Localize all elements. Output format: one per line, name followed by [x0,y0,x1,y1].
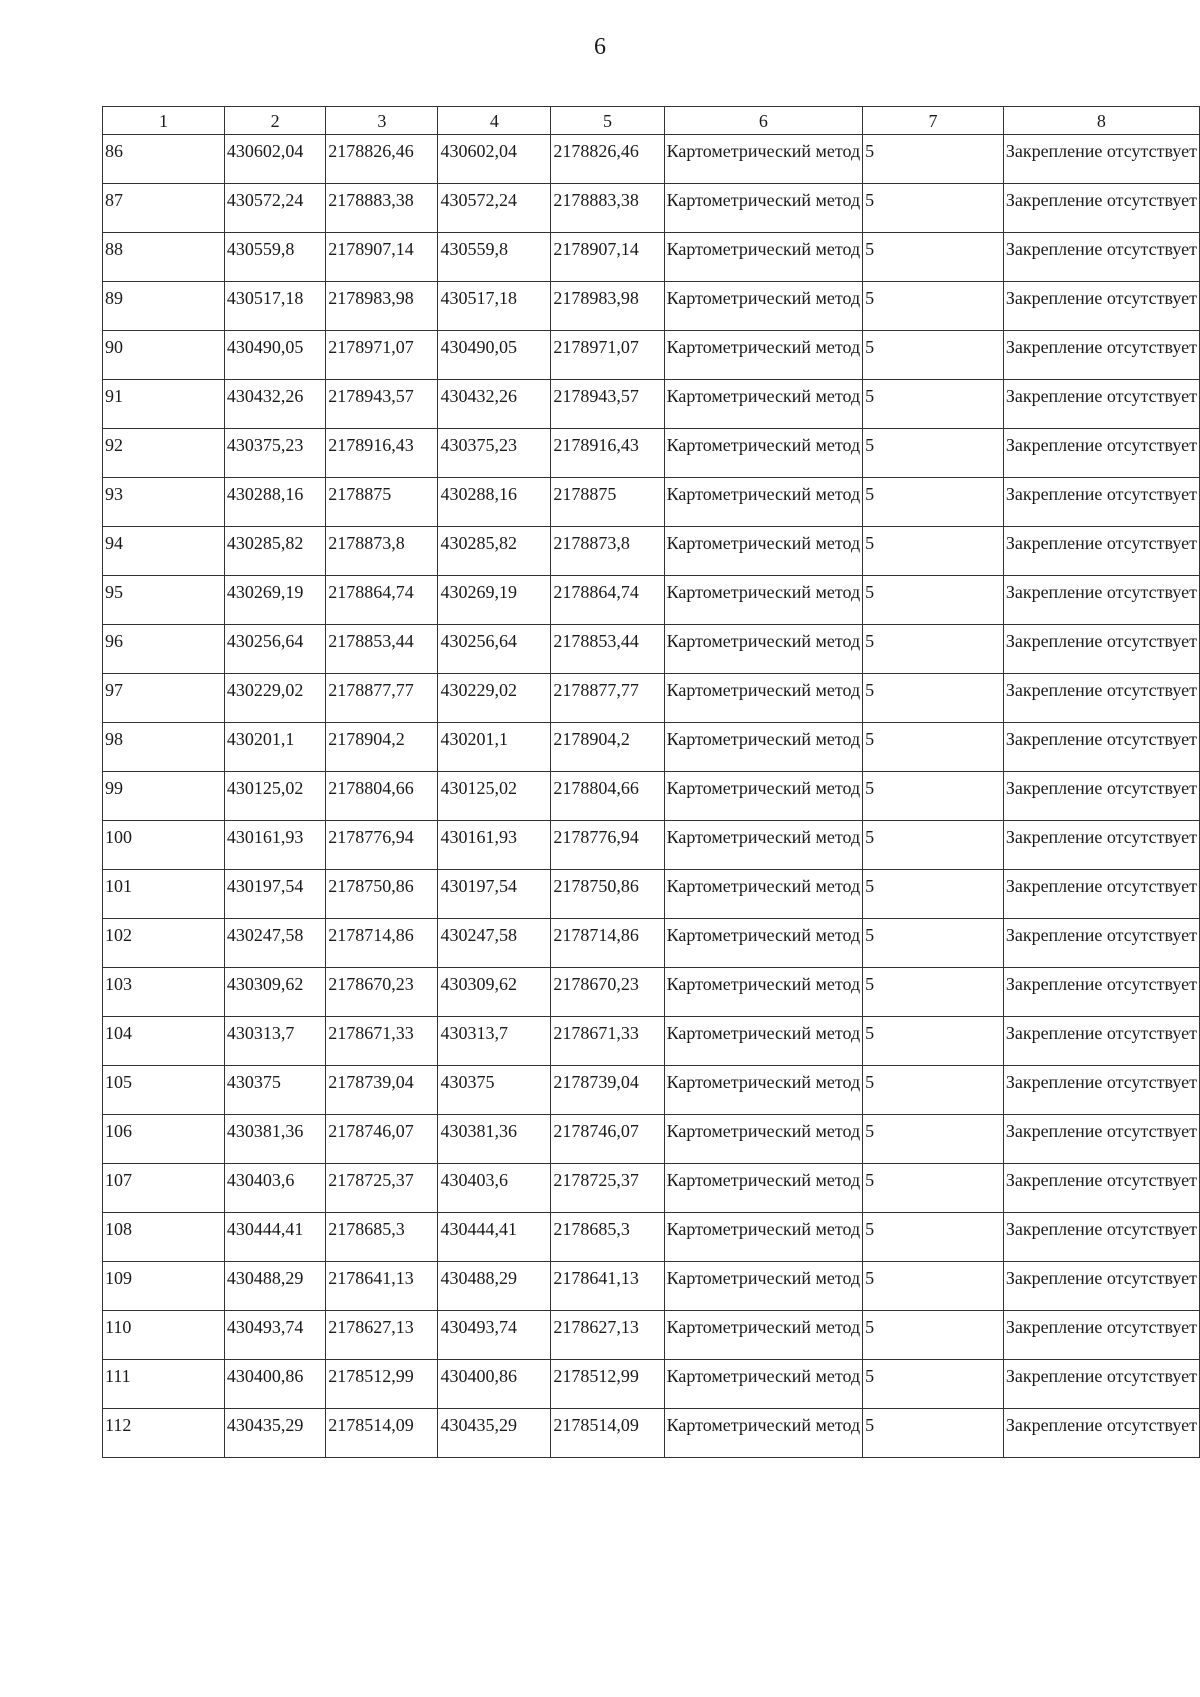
y-coord-cell: 2178983,98 [326,282,438,331]
y-coord-cell: 2178514,09 [551,1409,664,1458]
y-coord-cell: 2178873,8 [551,527,664,576]
x-coord-cell: 430313,7 [438,1017,551,1066]
point-number-cell: 107 [103,1164,225,1213]
y-coord-cell: 2178725,37 [551,1164,664,1213]
y-coord-cell: 2178670,23 [551,968,664,1017]
y-coord-cell: 2178512,99 [326,1360,438,1409]
fixing-cell: Закрепление отсутствует [1003,1213,1199,1262]
table-row [103,380,1200,429]
x-coord-cell: 430435,29 [224,1409,325,1458]
x-coord-cell: 430229,02 [438,674,551,723]
x-coord-cell: 430517,18 [438,282,551,331]
fixing-cell: Закрепление отсутствует [1003,135,1199,184]
table-row [103,1017,1200,1066]
accuracy-cell: 5 [863,135,1004,184]
x-coord-cell: 430602,04 [438,135,551,184]
method-cell: Картометрический метод [664,1164,863,1213]
x-coord-cell: 430288,16 [438,478,551,527]
point-number-cell: 92 [103,429,225,478]
accuracy-cell: 5 [863,429,1004,478]
x-coord-cell: 430313,7 [224,1017,325,1066]
point-number-cell: 100 [103,821,225,870]
x-coord-cell: 430285,82 [224,527,325,576]
method-cell: Картометрический метод [664,429,863,478]
table-row [103,1213,1200,1262]
method-cell: Картометрический метод [664,380,863,429]
y-coord-cell: 2178875 [326,478,438,527]
y-coord-cell: 2178864,74 [551,576,664,625]
y-coord-cell: 2178804,66 [326,772,438,821]
accuracy-cell: 5 [863,1017,1004,1066]
y-coord-cell: 2178750,86 [326,870,438,919]
method-cell: Картометрический метод [664,674,863,723]
x-coord-cell: 430432,26 [438,380,551,429]
fixing-cell: Закрепление отсутствует [1003,1017,1199,1066]
x-coord-cell: 430444,41 [224,1213,325,1262]
x-coord-cell: 430161,93 [224,821,325,870]
x-coord-cell: 430375 [224,1066,325,1115]
table-row [103,429,1200,478]
x-coord-cell: 430269,19 [224,576,325,625]
y-coord-cell: 2178826,46 [551,135,664,184]
x-coord-cell: 430381,36 [224,1115,325,1164]
method-cell: Картометрический метод [664,772,863,821]
accuracy-cell: 5 [863,380,1004,429]
y-coord-cell: 2178627,13 [551,1311,664,1360]
x-coord-cell: 430161,93 [438,821,551,870]
table-row [103,1262,1200,1311]
y-coord-cell: 2178877,77 [551,674,664,723]
x-coord-cell: 430488,29 [438,1262,551,1311]
y-coord-cell: 2178971,07 [551,331,664,380]
x-coord-cell: 430435,29 [438,1409,551,1458]
method-cell: Картометрический метод [664,1311,863,1360]
x-coord-cell: 430488,29 [224,1262,325,1311]
method-cell: Картометрический метод [664,233,863,282]
point-number-cell: 106 [103,1115,225,1164]
fixing-cell: Закрепление отсутствует [1003,380,1199,429]
point-number-cell: 110 [103,1311,225,1360]
y-coord-cell: 2178904,2 [326,723,438,772]
table-row [103,184,1200,233]
y-coord-cell: 2178685,3 [551,1213,664,1262]
point-number-cell: 89 [103,282,225,331]
accuracy-cell: 5 [863,919,1004,968]
fixing-cell: Закрепление отсутствует [1003,282,1199,331]
y-coord-cell: 2178804,66 [551,772,664,821]
method-cell: Картометрический метод [664,184,863,233]
table-row [103,772,1200,821]
point-number-cell: 112 [103,1409,225,1458]
x-coord-cell: 430288,16 [224,478,325,527]
y-coord-cell: 2178883,38 [551,184,664,233]
fixing-cell: Закрепление отсутствует [1003,674,1199,723]
x-coord-cell: 430517,18 [224,282,325,331]
x-coord-cell: 430309,62 [224,968,325,1017]
accuracy-cell: 5 [863,1409,1004,1458]
x-coord-cell: 430559,8 [438,233,551,282]
point-number-cell: 109 [103,1262,225,1311]
method-cell: Картометрический метод [664,968,863,1017]
accuracy-cell: 5 [863,625,1004,674]
x-coord-cell: 430381,36 [438,1115,551,1164]
method-cell: Картометрический метод [664,1262,863,1311]
y-coord-cell: 2178512,99 [551,1360,664,1409]
y-coord-cell: 2178875 [551,478,664,527]
point-number-cell: 86 [103,135,225,184]
point-number-cell: 103 [103,968,225,1017]
point-number-cell: 87 [103,184,225,233]
y-coord-cell: 2178873,8 [326,527,438,576]
y-coord-cell: 2178853,44 [551,625,664,674]
point-number-cell: 94 [103,527,225,576]
method-cell: Картометрический метод [664,1360,863,1409]
accuracy-cell: 5 [863,1115,1004,1164]
accuracy-cell: 5 [863,772,1004,821]
y-coord-cell: 2178725,37 [326,1164,438,1213]
y-coord-cell: 2178746,07 [326,1115,438,1164]
y-coord-cell: 2178883,38 [326,184,438,233]
method-cell: Картометрический метод [664,821,863,870]
y-coord-cell: 2178916,43 [551,429,664,478]
column-header: 8 [1003,107,1199,135]
point-number-cell: 91 [103,380,225,429]
x-coord-cell: 430285,82 [438,527,551,576]
accuracy-cell: 5 [863,1311,1004,1360]
accuracy-cell: 5 [863,184,1004,233]
table-row [103,1409,1200,1458]
x-coord-cell: 430403,6 [224,1164,325,1213]
point-number-cell: 104 [103,1017,225,1066]
method-cell: Картометрический метод [664,135,863,184]
accuracy-cell: 5 [863,527,1004,576]
y-coord-cell: 2178864,74 [326,576,438,625]
y-coord-cell: 2178714,86 [326,919,438,968]
x-coord-cell: 430256,64 [438,625,551,674]
x-coord-cell: 430493,74 [224,1311,325,1360]
y-coord-cell: 2178750,86 [551,870,664,919]
fixing-cell: Закрепление отсутствует [1003,1164,1199,1213]
point-number-cell: 105 [103,1066,225,1115]
point-number-cell: 96 [103,625,225,674]
method-cell: Картометрический метод [664,723,863,772]
accuracy-cell: 5 [863,870,1004,919]
accuracy-cell: 5 [863,674,1004,723]
y-coord-cell: 2178916,43 [326,429,438,478]
fixing-cell: Закрепление отсутствует [1003,184,1199,233]
y-coord-cell: 2178746,07 [551,1115,664,1164]
method-cell: Картометрический метод [664,282,863,331]
accuracy-cell: 5 [863,723,1004,772]
y-coord-cell: 2178627,13 [326,1311,438,1360]
accuracy-cell: 5 [863,233,1004,282]
point-number-cell: 95 [103,576,225,625]
column-header: 4 [438,107,551,135]
point-number-cell: 98 [103,723,225,772]
x-coord-cell: 430201,1 [224,723,325,772]
point-number-cell: 93 [103,478,225,527]
fixing-cell: Закрепление отсутствует [1003,331,1199,380]
y-coord-cell: 2178671,33 [551,1017,664,1066]
x-coord-cell: 430247,58 [438,919,551,968]
method-cell: Картометрический метод [664,625,863,674]
table-row [103,1360,1200,1409]
table-row [103,919,1200,968]
fixing-cell: Закрепление отсутствует [1003,1360,1199,1409]
table-row [103,576,1200,625]
table-row [103,968,1200,1017]
table-row [103,723,1200,772]
method-cell: Картометрический метод [664,1115,863,1164]
fixing-cell: Закрепление отсутствует [1003,429,1199,478]
point-number-cell: 102 [103,919,225,968]
y-coord-cell: 2178943,57 [551,380,664,429]
accuracy-cell: 5 [863,1360,1004,1409]
x-coord-cell: 430400,86 [224,1360,325,1409]
fixing-cell: Закрепление отсутствует [1003,478,1199,527]
x-coord-cell: 430375,23 [224,429,325,478]
method-cell: Картометрический метод [664,527,863,576]
accuracy-cell: 5 [863,478,1004,527]
y-coord-cell: 2178826,46 [326,135,438,184]
x-coord-cell: 430432,26 [224,380,325,429]
y-coord-cell: 2178685,3 [326,1213,438,1262]
x-coord-cell: 430256,64 [224,625,325,674]
fixing-cell: Закрепление отсутствует [1003,1311,1199,1360]
y-coord-cell: 2178641,13 [326,1262,438,1311]
fixing-cell: Закрепление отсутствует [1003,821,1199,870]
fixing-cell: Закрепление отсутствует [1003,527,1199,576]
fixing-cell: Закрепление отсутствует [1003,772,1199,821]
point-number-cell: 108 [103,1213,225,1262]
fixing-cell: Закрепление отсутствует [1003,1262,1199,1311]
x-coord-cell: 430125,02 [224,772,325,821]
column-header: 2 [224,107,325,135]
x-coord-cell: 430602,04 [224,135,325,184]
fixing-cell: Закрепление отсутствует [1003,1115,1199,1164]
y-coord-cell: 2178983,98 [551,282,664,331]
y-coord-cell: 2178943,57 [326,380,438,429]
header-row [103,107,1200,135]
accuracy-cell: 5 [863,282,1004,331]
x-coord-cell: 430229,02 [224,674,325,723]
fixing-cell: Закрепление отсутствует [1003,1066,1199,1115]
table-row [103,625,1200,674]
x-coord-cell: 430375,23 [438,429,551,478]
x-coord-cell: 430269,19 [438,576,551,625]
x-coord-cell: 430559,8 [224,233,325,282]
y-coord-cell: 2178853,44 [326,625,438,674]
method-cell: Картометрический метод [664,576,863,625]
point-number-cell: 101 [103,870,225,919]
method-cell: Картометрический метод [664,1409,863,1458]
y-coord-cell: 2178904,2 [551,723,664,772]
accuracy-cell: 5 [863,1213,1004,1262]
x-coord-cell: 430403,6 [438,1164,551,1213]
point-number-cell: 111 [103,1360,225,1409]
fixing-cell: Закрепление отсутствует [1003,919,1199,968]
y-coord-cell: 2178514,09 [326,1409,438,1458]
x-coord-cell: 430490,05 [224,331,325,380]
accuracy-cell: 5 [863,331,1004,380]
column-header: 1 [103,107,225,135]
fixing-cell: Закрепление отсутствует [1003,625,1199,674]
column-header: 6 [664,107,863,135]
y-coord-cell: 2178739,04 [551,1066,664,1115]
table-row [103,1115,1200,1164]
table-body [103,135,1200,1458]
method-cell: Картометрический метод [664,478,863,527]
table-row [103,1311,1200,1360]
table-row [103,1164,1200,1213]
accuracy-cell: 5 [863,1066,1004,1115]
point-number-cell: 97 [103,674,225,723]
y-coord-cell: 2178739,04 [326,1066,438,1115]
table-row [103,135,1200,184]
table-row [103,331,1200,380]
x-coord-cell: 430444,41 [438,1213,551,1262]
method-cell: Картометрический метод [664,331,863,380]
column-header: 3 [326,107,438,135]
point-number-cell: 90 [103,331,225,380]
page-number: 6 [594,34,606,60]
fixing-cell: Закрепление отсутствует [1003,870,1199,919]
x-coord-cell: 430247,58 [224,919,325,968]
method-cell: Картометрический метод [664,870,863,919]
accuracy-cell: 5 [863,1164,1004,1213]
y-coord-cell: 2178776,94 [551,821,664,870]
x-coord-cell: 430493,74 [438,1311,551,1360]
fixing-cell: Закрепление отсутствует [1003,576,1199,625]
fixing-cell: Закрепление отсутствует [1003,723,1199,772]
method-cell: Картометрический метод [664,1017,863,1066]
table-row [103,233,1200,282]
accuracy-cell: 5 [863,968,1004,1017]
point-number-cell: 88 [103,233,225,282]
accuracy-cell: 5 [863,821,1004,870]
accuracy-cell: 5 [863,1262,1004,1311]
coordinates-table [102,106,1200,1458]
y-coord-cell: 2178671,33 [326,1017,438,1066]
y-coord-cell: 2178907,14 [326,233,438,282]
y-coord-cell: 2178641,13 [551,1262,664,1311]
x-coord-cell: 430197,54 [438,870,551,919]
method-cell: Картометрический метод [664,1213,863,1262]
x-coord-cell: 430572,24 [224,184,325,233]
table-row [103,478,1200,527]
x-coord-cell: 430201,1 [438,723,551,772]
y-coord-cell: 2178877,77 [326,674,438,723]
x-coord-cell: 430375 [438,1066,551,1115]
method-cell: Картометрический метод [664,1066,863,1115]
accuracy-cell: 5 [863,576,1004,625]
y-coord-cell: 2178776,94 [326,821,438,870]
point-number-cell: 99 [103,772,225,821]
x-coord-cell: 430125,02 [438,772,551,821]
table-row [103,1066,1200,1115]
table-row [103,527,1200,576]
column-header: 5 [551,107,664,135]
method-cell: Картометрический метод [664,919,863,968]
x-coord-cell: 430572,24 [438,184,551,233]
table-row [103,282,1200,331]
x-coord-cell: 430400,86 [438,1360,551,1409]
x-coord-cell: 430197,54 [224,870,325,919]
x-coord-cell: 430309,62 [438,968,551,1017]
y-coord-cell: 2178714,86 [551,919,664,968]
column-header: 7 [863,107,1004,135]
table-row [103,870,1200,919]
y-coord-cell: 2178907,14 [551,233,664,282]
table-row [103,821,1200,870]
x-coord-cell: 430490,05 [438,331,551,380]
fixing-cell: Закрепление отсутствует [1003,1409,1199,1458]
y-coord-cell: 2178971,07 [326,331,438,380]
fixing-cell: Закрепление отсутствует [1003,968,1199,1017]
table-row [103,674,1200,723]
y-coord-cell: 2178670,23 [326,968,438,1017]
fixing-cell: Закрепление отсутствует [1003,233,1199,282]
